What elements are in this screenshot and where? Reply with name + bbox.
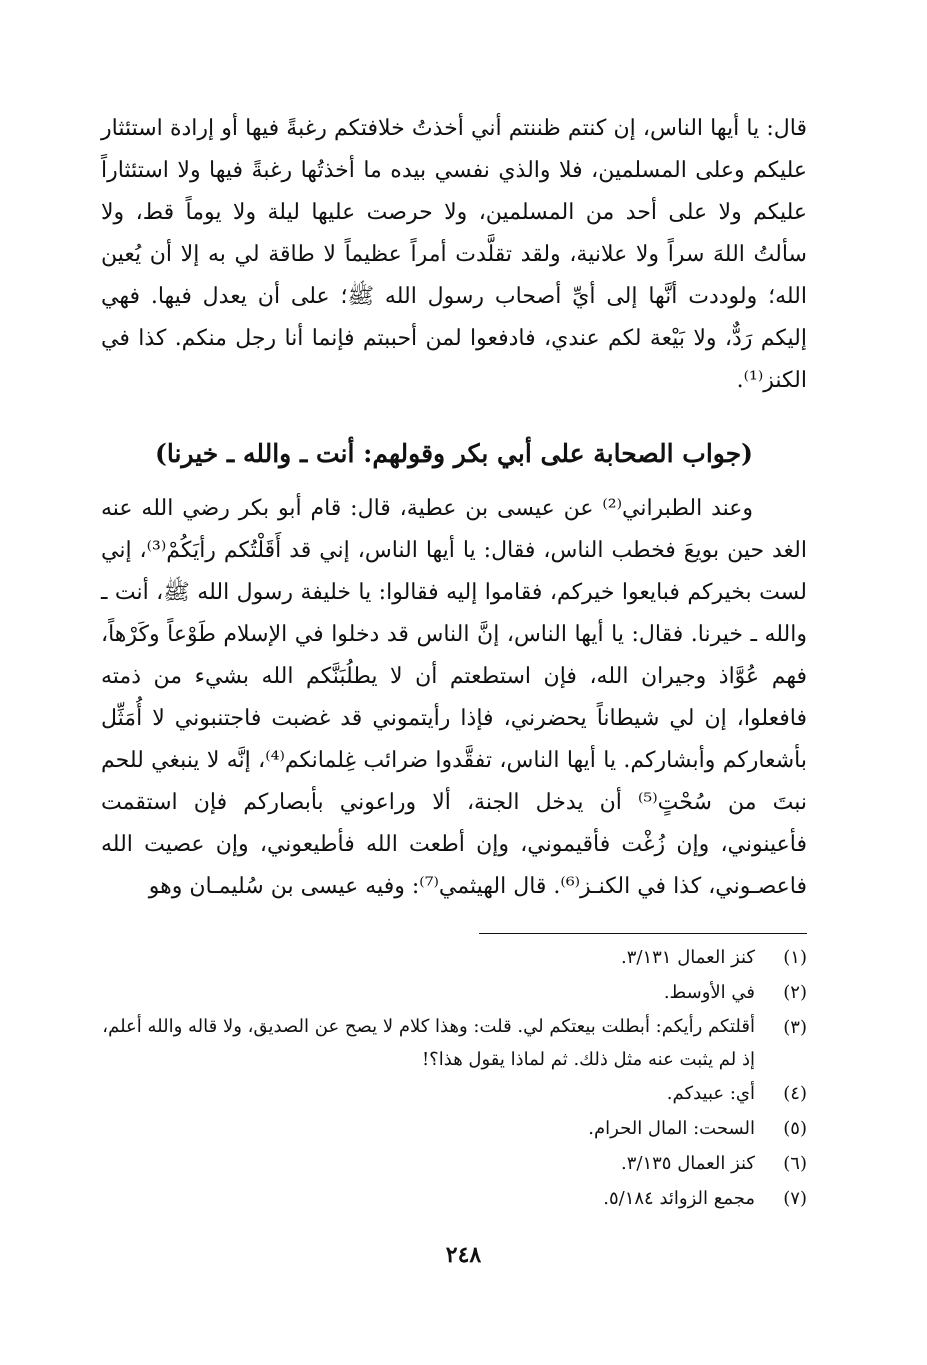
footnote-item [101, 1146, 807, 1181]
footnote-text: كنز العمال ٣/١٣٥. [621, 1153, 755, 1174]
footnote-item [101, 940, 807, 975]
footnote-number: (٦) [783, 1153, 807, 1174]
footnote-text: مجمع الزوائد ٥/١٨٤. [603, 1188, 755, 1209]
footnote-item [101, 1111, 807, 1146]
footnote-item [101, 1076, 807, 1111]
footnote-item [101, 1010, 807, 1076]
section-heading: (جواب الصحابة على أبي بكر وقولهم: أنت ـ والله ـ خيرنا) [155, 439, 753, 468]
footnote-text: أقلتكم رأيكم: أبطلت بيعتكم لي. قلت: وهذا كلام لا يصح عن الصديق، ولا قاله والله أعلم، إذ لم يثبت عنه مثل ذلك. ثم لماذا يقول هذا؟! [102, 1016, 755, 1070]
footnote-text: أي: عبيدكم. [666, 1083, 755, 1104]
footnote-item [101, 975, 807, 1010]
body-paragraph-1: قال: يا أيها الناس، إن كنتم ظننتم أني أخذتُ خلافتكم رغبةً فيها أو إرادة استئثار عليكم وعلى المسلمين، فلا والذي نفسي بيده ما أخذتُها رغبةً فيها ولا استئثاراً عليكم ولا على أحد من المسلمين، ولا حرصت عليها ليلة ولا يوماً قط، ولا سألتُ اللهَ سراً ولا علانية، ولقد تقلَّدت أمراً عظيماً لا طاقة لي به إلا أن يُعين الله؛ ولوددت أنَّها إلى أيِّ أصحاب رسول الله ﷺ؛ على أن يعدل فيها. فهي إليكم رَدٌّ، ولا بَيْعة لكم عندي، فادفعوا لمن أحببتم فإنما أنا رجل منكم. كذا في الكنز⁽¹⁾. [101, 116, 807, 393]
footnote-number: (٧) [783, 1188, 807, 1209]
body-paragraph-2: وعند الطبراني⁽²⁾ عن عيسى بن عطية، قال: قام أبو بكر رضي الله عنه الغد حين بويعَ فخطب الناس، فقال: يا أيها الناس، إني قد أَقَلْتُكم رأيَكُمْ⁽³⁾، إني لست بخيركم فبايعوا خيركم، فقاموا إليه فقالوا: يا خليفة رسول الله ﷺ، أنت ـ والله ـ خيرنا. فقال: يا أيها الناس، إنَّ الناس قد دخلوا في الإسلام طَوْعاً وكَرْهاً، فهم عُوَّاذ وجيران الله، فإن استطعتم أن لا يطلُبَنَّكم الله بشيء من ذمته فافعلوا، إن لي شيطاناً يحضرني، فإذا رأيتموني قد غضبت فاجتنبوني لا أُمَثِّل بأشعاركم وأبشاركم. يا أيها الناس، تفقَّدوا ضرائب غِلمانكم⁽⁴⁾، إنَّه لا ينبغي للحم نبتَ من سُحْتٍ⁽⁵⁾ أن يدخل الجنة، ألا وراعوني بأبصاركم فإن استقمت فأعينوني، وإن زُغْت فأقيموني، وإن أطعت الله فأطيعوني، وإن عصيت الله فاعصـوني، كذا في الكنـز⁽⁶⁾. قال الهيثمي⁽⁷⁾: وفيه عيسى بن سُليمـان وهو [101, 496, 808, 899]
footnote-text: في الأوسط. [663, 982, 755, 1003]
footnote-number: (٥) [783, 1118, 807, 1139]
page-number: ٢٤٨ [445, 1242, 482, 1268]
footnotes-list [101, 940, 807, 1216]
footnote-text: السحت: المال الحرام. [588, 1118, 755, 1139]
footnote-number: (٤) [783, 1083, 807, 1104]
footnote-item [101, 1181, 807, 1216]
footnote-text: كنز العمال ٣/١٣١. [621, 947, 755, 968]
footnote-number: (٢) [783, 982, 807, 1003]
footnote-number: (٣) [783, 1017, 807, 1038]
footnote-number: (١) [783, 947, 807, 968]
footnote-separator [479, 933, 807, 934]
